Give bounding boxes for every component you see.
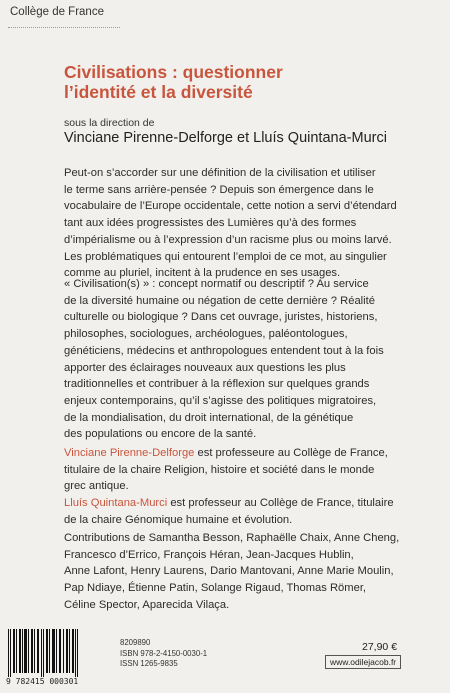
- contrib-line: Pap Ndiaye, Étienne Patin, Solange Rigaud, Thomas Römer,: [64, 582, 367, 595]
- paragraph-line: enjeux contemporains, qu’il s’agisse des politiques migratoires,: [64, 394, 377, 407]
- contrib-line: Anne Lafont, Henry Laurens, Dario Mantovani, Anne Marie Moulin,: [64, 565, 394, 578]
- paragraph-line: comme au pluriel, incitent à la prudence en ses usages.: [64, 267, 341, 280]
- paragraph-line: le terme sans arrière-pensée ? Depuis son émergence dans le: [64, 183, 374, 196]
- paragraph-line: vocabulaire de l’Europe occidentale, cette notion a servi d’étendard: [64, 200, 397, 213]
- bio-1-name: Vinciane Pirenne-Delforge: [64, 447, 195, 459]
- publisher-name: Collège de France: [10, 6, 104, 18]
- paragraph-line: des populations ou encore de la santé.: [64, 428, 257, 441]
- title-line-1: Civilisations : questionner: [64, 62, 283, 82]
- paragraph-line: culturelle ou biologique ? Dans cet ouvrage, juristes, historiens,: [64, 311, 378, 324]
- paragraph-intro: [64, 165, 444, 282]
- paragraph-questions: [64, 276, 444, 443]
- editors-names: Vinciane Pirenne-Delforge et Lluís Quintana-Murci: [64, 130, 387, 146]
- contrib-line: Contributions de Samantha Besson, Raphaëlle Chaix, Anne Cheng,: [64, 532, 400, 544]
- paragraph-line: généticiens, médecins et anthropologues entendent tout à la fois: [64, 344, 384, 357]
- isbn: ISBN 978-2-4150-0030-1: [120, 648, 208, 658]
- editor-bios: [64, 445, 444, 529]
- barcode-icon: [6, 629, 80, 677]
- bio-2-first-line: [64, 495, 444, 512]
- publisher-url: www.odilejacob.fr: [325, 655, 401, 669]
- book-title: [64, 62, 283, 102]
- bio-line: titulaire de la chaire Religion, histoire et société dans le monde: [64, 463, 375, 476]
- barcode-digits: 9 782415 000301: [6, 677, 79, 686]
- paragraph-line: d’impérialisme ou à l’expression d’un racisme plus ou moins larvé.: [64, 233, 392, 246]
- bio-1-first-line: [64, 445, 444, 462]
- paragraph-line: Peut-on s’accorder sur une définition de la civilisation et utiliser: [64, 167, 376, 179]
- paragraph-line: de la diversité humaine ou négation de cette dernière ? Réalité: [64, 294, 375, 307]
- title-line-2: l’identité et la diversité: [64, 82, 253, 102]
- contrib-line: Francesco d’Errico, François Héran, Jean-Jacques Hublin,: [64, 548, 354, 561]
- contributors: [64, 530, 444, 614]
- bio-2-text: est professeur au Collège de France, titulaire: [167, 497, 394, 510]
- price: 27,90 €: [362, 641, 398, 653]
- bio-line: de la chaire Génomique humaine et évolution.: [64, 513, 293, 526]
- product-code: 8209890: [120, 638, 151, 647]
- bio-line: grec antique.: [64, 480, 129, 493]
- isbn-block: [120, 638, 207, 670]
- bio-2-name: Lluís Quintana-Murci: [64, 497, 168, 510]
- issn: ISSN 1265-9835: [120, 659, 178, 668]
- paragraph-line: « Civilisation(s) » : concept normatif ou descriptif ? Au service: [64, 278, 369, 290]
- publisher-divider: [8, 27, 120, 28]
- paragraph-line: Les problématiques qui entourent l’emploi de ce mot, au singulier: [64, 250, 387, 263]
- contrib-line: Céline Spector, Aparecida Vilaça.: [64, 598, 230, 611]
- paragraph-line: philosophes, sociologues, archéologues, paléontologues,: [64, 328, 348, 341]
- direction-intro: sous la direction de: [64, 117, 155, 129]
- paragraph-line: de la mondialisation, du droit international, de la génétique: [64, 411, 354, 424]
- paragraph-line: apporter des éclairages nouveaux aux questions les plus: [64, 361, 346, 374]
- paragraph-line: tant aux idées progressistes des Lumières qu’à des formes: [64, 217, 357, 230]
- bio-1-text: est professeure au Collège de France,: [194, 447, 388, 459]
- paragraph-line: traditionnelles et contribuer à la réflexion sur quelques grands: [64, 378, 370, 391]
